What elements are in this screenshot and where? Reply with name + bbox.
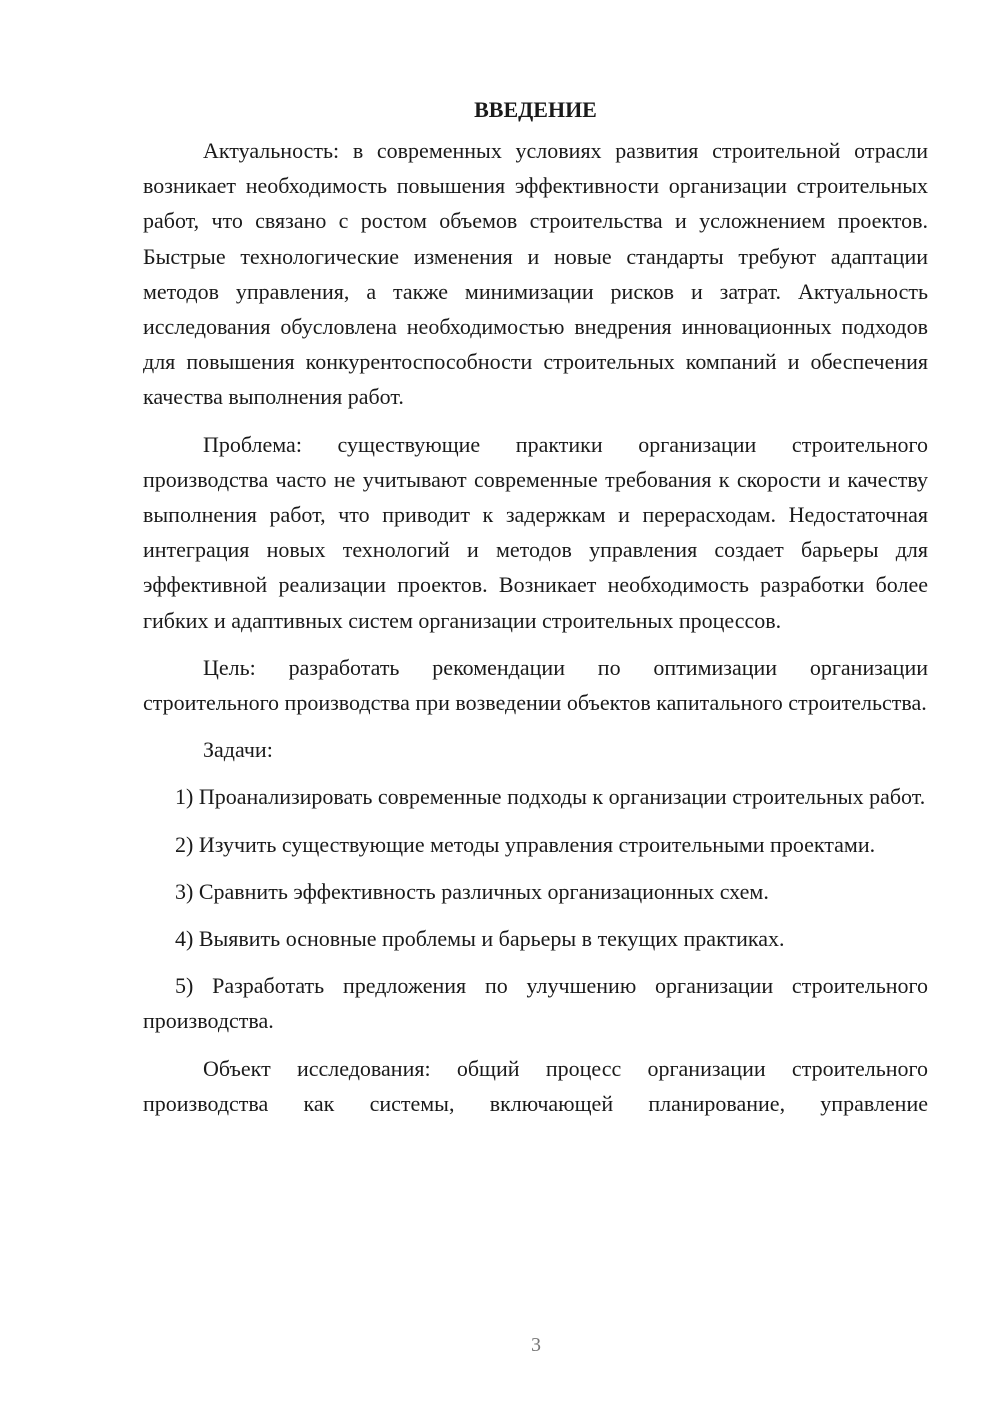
paragraph-goal: Цель: разработать рекомендации по оптимизации организации строительного производства при возведении объектов капитального строительства. <box>143 654 928 716</box>
page-content <box>143 92 928 1133</box>
section-title: ВВЕДЕНИЕ <box>474 97 597 122</box>
paragraph-tasks-heading: Задачи: <box>203 737 273 763</box>
task-item-5: 5) Разработать предложения по улучшению организации строительного производства. <box>143 973 928 1034</box>
task-item-2: 2) Изучить существующие методы управления строительными проектами. <box>175 831 876 857</box>
paragraph-problem: Проблема: существующие практики организации строительного производства часто не учитывают современные требования к скорости и качеству выполнения работ, что приводит к задержкам и перерасходам. Недостаточная интеграция новых технологий и методов управления создает барьеры для эффективной реализации проектов. Возникает необходимость разработки более гибких и адаптивных систем организации строительных процессов. <box>143 431 928 633</box>
paragraph-relevance: Актуальность: в современных условиях развития строительной отрасли возникает необходимость повышения эффективности организации строительных работ, что связано с ростом объемов строительства и усложнением проектов. Быстрые технологические изменения и новые стандарты требуют адаптации методов управления, а также минимизации рисков и затрат. Актуальность исследования обусловлена необходимостью внедрения инновационных подходов для повышения конкурентоспособности строительных компаний и обеспечения качества выполнения работ. <box>143 138 928 410</box>
task-item-3: 3) Сравнить эффективность различных организационных схем. <box>175 878 769 904</box>
page-number: 3 <box>531 1334 541 1356</box>
task-item-4: 4) Выявить основные проблемы и барьеры в текущих практиках. <box>175 926 785 952</box>
paragraph-object: Объект исследования: общий процесс организации строительного производства как системы, включающей планирование, управление <box>143 1055 928 1116</box>
task-item-1: 1) Проанализировать современные подходы к организации строительных работ. <box>175 784 926 810</box>
